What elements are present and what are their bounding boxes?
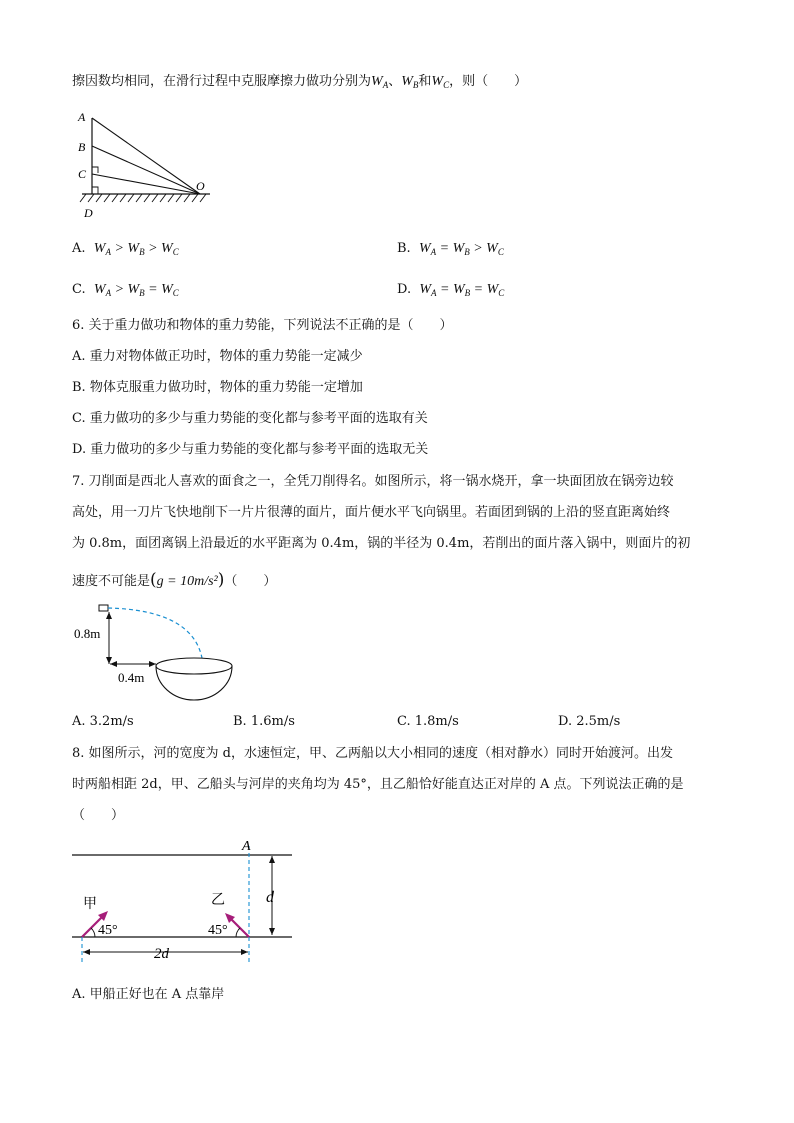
q8-stem-line-1: 8. 如图所示，河的宽度为 d，水速恒定，甲、乙两船以大小相同的速度（相对静水）同时开始渡河。出发 [72, 746, 673, 761]
q7-option-b[interactable]: B. 1.6m/s [233, 714, 295, 729]
q5-option-b[interactable]: B. $W_A = W_B > W_C$ [397, 241, 504, 257]
fig-label-separation: 2d [154, 946, 169, 962]
q6-option-a[interactable]: A. 重力对物体做正功时，物体的重力势能一定减少 [72, 349, 363, 364]
fig-label-distance: 0.4m [118, 670, 145, 685]
q7-stem-line-1: 7. 刀削面是西北人喜欢的面食之一，全凭刀削得名。如图所示，将一锅水烧开，拿一块面团放在锅旁边较 [72, 474, 674, 489]
fig-label-angle-yi: 45° [208, 923, 228, 938]
q8-stem-line-3: （ ） [72, 808, 125, 823]
fig-label-a: A [78, 110, 86, 124]
fig-label-point-a: A [242, 839, 251, 854]
q6-option-c[interactable]: C. 重力做功的多少与重力势能的变化都与参考平面的选取有关 [72, 411, 428, 426]
fig-label-d: D [84, 206, 93, 220]
q6-stem: 6. 关于重力做功和物体的重力势能，下列说法不正确的是（ ） [72, 318, 453, 333]
fig-label-boat-yi: 乙 [211, 893, 225, 908]
q6-option-d[interactable]: D. 重力做功的多少与重力势能的变化都与参考平面的选取无关 [72, 442, 429, 457]
q7-option-d[interactable]: D. 2.5m/s [558, 714, 621, 729]
fig-label-boat-jia: 甲 [83, 897, 97, 912]
fig-label-b: B [78, 140, 86, 154]
q7-stem-line-4: 速度不可能是(g = 10m/s²)（ ） [72, 570, 277, 590]
q8-option-a[interactable]: A. 甲船正好也在 A 点靠岸 [72, 987, 225, 1002]
fig-label-width: d [266, 889, 274, 906]
fig-label-height: 0.8m [74, 626, 101, 641]
q8-stem-line-2: 时两船相距 2d，甲、乙船头与河岸的夹角均为 45°，且乙船恰好能直达正对岸的 A 点。下列说法正确的是 [72, 777, 684, 792]
fig-label-o: O [196, 179, 205, 193]
q7-option-c[interactable]: C. 1.8m/s [397, 714, 459, 729]
q7-stem-line-2: 高处，用一刀片飞快地削下一片片很薄的面片，面片便水平飞向锅里。若面团到锅的上沿的竖直距离始终 [72, 505, 671, 520]
q6-option-b[interactable]: B. 物体克服重力做功时，物体的重力势能一定增加 [72, 380, 363, 395]
q5-option-d[interactable]: D. $W_A = W_B = W_C$ [397, 282, 505, 298]
q7-stem-line-3: 为 0.8m，面团离锅上沿最近的水平距离为 0.4m，锅的半径为 0.4m，若削出的面片落入锅中，则面片的初 [72, 536, 691, 551]
q7-gravity-formula: g = 10m/s² [156, 574, 218, 589]
q7-option-a[interactable]: A. 3.2m/s [72, 714, 134, 729]
q5-incline-figure [74, 106, 214, 222]
q5-stem: 擦因数均相同，在滑行过程中克服摩擦力做功分别为$W_A$、$W_B$和$W_C$，则（ ） [72, 74, 528, 90]
q7-noodle-figure [72, 600, 242, 704]
q8-river-figure [70, 836, 296, 968]
q5-option-a[interactable]: A. $W_A > W_B > W_C$ [72, 241, 179, 257]
fig-label-c: C [78, 167, 87, 181]
q5-option-c[interactable]: C. $W_A > W_B = W_C$ [72, 282, 179, 298]
fig-label-angle-jia: 45° [98, 923, 118, 938]
